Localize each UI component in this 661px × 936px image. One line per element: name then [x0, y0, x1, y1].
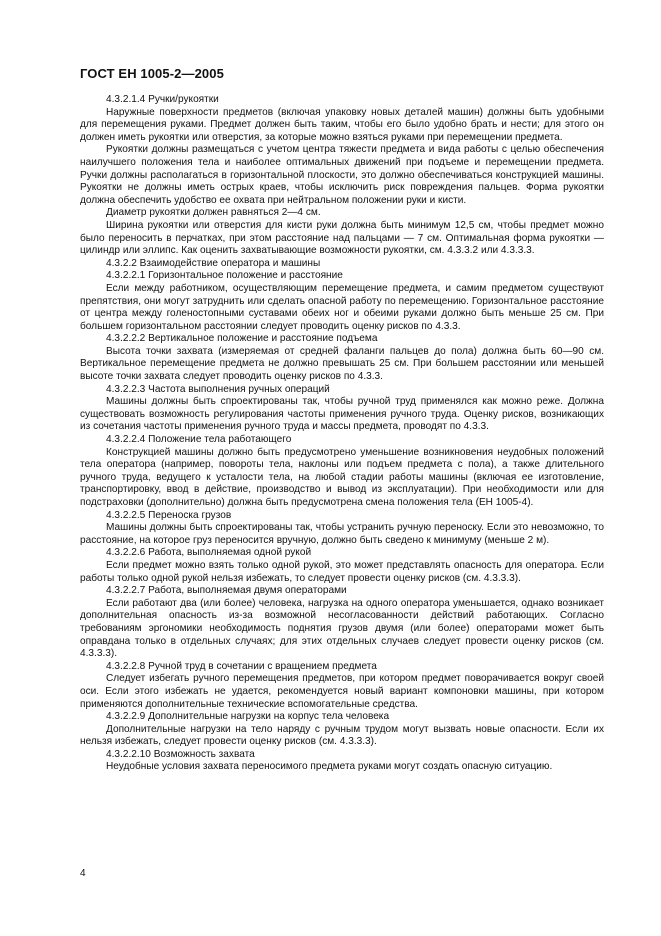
body-paragraph: Если работают два (или более) человека, нагрузка на одного оператора уменьшается, однако возникает дополнительная опасность из-за возможной несогласованности действий работающих. Согласно требованиям эргономики необходимость поднятия грузов двумя (или более) операторами может быть оправдана только в отдельных случаях; для этих отдельных случаев следует провести оценку рисков (см. 4.3.3.3). — [80, 597, 604, 660]
section-heading: 4.3.2.2.2 Вертикальное положение и расстояние подъема — [106, 333, 378, 345]
section-heading: 4.3.2.2.8 Ручной труд в сочетании с вращением предмета — [106, 660, 377, 672]
section-heading: 4.3.2.2 Взаимодействие оператора и машины — [106, 257, 321, 269]
body-paragraph: Диаметр рукоятки должен равняться 2—4 см. — [106, 207, 321, 219]
body-paragraph: Высота точки захвата (измеряемая от средней фаланги пальцев до пола) должна быть 60—90 см. Вертикальное перемещение предмета не должно превышать 25 см. При большем расстоянии или меньшей высоте точки захвата следует проводить оценку рисков по 4.3.3. — [80, 345, 604, 383]
body-paragraph: Если между работником, осуществляющим перемещение предмета, и самим предметом существуют препятствия, они могут затруднить или сделать опасной работу по перемещению. Горизонтальное расстояние от центра между голеностопными суставами обеих ног и обеими руками должно быть меньше 25 см. При большем горизонтальном расстоянии следует проводить оценку рисков по 4.3.3. — [80, 282, 604, 332]
section-heading: 4.3.2.2.6 Работа, выполняемая одной рукой — [106, 547, 312, 559]
body-paragraph: Дополнительные нагрузки на тело наряду с ручным трудом могут вызвать новые опасности. Если их нельзя избежать, следует провести оценку рисков (см. 4.3.3.3). — [80, 723, 604, 748]
section-heading: 4.3.2.2.9 Дополнительные нагрузки на корпус тела человека — [106, 711, 390, 723]
section-heading: 4.3.2.2.10 Возможность захвата — [106, 748, 255, 760]
body-paragraph: Машины должны быть спроектированы так, чтобы ручной труд применялся как можно реже. Должна существовать возможность регулирования частоты применения ручного труда. Оценку рисков, возникающих из сочетания частоты применения ручного труда и массы предмета, проводят по 4.3.3. — [80, 396, 604, 433]
body-paragraph: Следует избегать ручного перемещения предметов, при котором предмет поворачивается вокруг своей оси. Если этого избежать не удается, рекомендуется новый вариант компоновки машины, при котором применяются дополнительные технические вспомогательные средства. — [80, 673, 604, 710]
section-heading: 4.3.2.2.5 Переноска грузов — [106, 509, 232, 521]
body-paragraph: Наружные поверхности предметов (включая упаковку новых деталей машин) должны быть удобными для перемещения руками. Предмет должен быть таким, чтобы его было удобно брать и нести; для этого он должен иметь рукоятки или отверстия, за которые можно взяться руками при перемещении предмета. — [80, 106, 604, 143]
body-paragraph: Ширина рукоятки или отверстия для кисти руки должна быть минимум 12,5 см, чтобы предмет можно было переносить в перчатках, при этом расстояние над пальцами — 7 см. Оптимальная форма рукоятки — цилиндр или эллипс. Как оценить захватывающие возможности рукоятки, см. 4.3.3.2 или 4.3.3.3. — [80, 219, 604, 257]
section-heading: 4.3.2.2.4 Положение тела работающего — [106, 434, 292, 446]
section-heading: 4.3.2.2.7 Работа, выполняемая двумя операторами — [106, 585, 347, 597]
section-heading: 4.3.2.2.1 Горизонтальное положение и расстояние — [106, 270, 343, 282]
section-heading: 4.3.2.1.4 Ручки/рукоятки — [106, 94, 219, 105]
document-body — [80, 94, 604, 774]
page-number: 4 — [80, 868, 86, 879]
body-paragraph: Если предмет можно взять только одной рукой, это может представлять опасность для оператора. Если работы только одной рукой нельзя избежать, то следует провести оценку рисков (см. 4.3.3.3). — [80, 559, 604, 584]
body-paragraph: Машины должны быть спроектированы так, чтобы устранить ручную переноску. Если это невозможно, то расстояние, на которое груз переносится вручную, должно быть сведено к минимуму (меньше 2 м). — [80, 522, 604, 546]
document-header: ГОСТ ЕН 1005-2—2005 — [80, 66, 224, 81]
section-heading: 4.3.2.2.3 Частота выполнения ручных операций — [106, 383, 330, 395]
body-paragraph: Неудобные условия захвата переносимого предмета руками могут создать опасную ситуацию. — [106, 761, 553, 773]
body-paragraph: Рукоятки должны размещаться с учетом центра тяжести предмета и вида работы с целью обеспечения наилучшего положения тела и наиболее оптимальных движений при подъеме и перемещении предмета. Ручки должны располагаться в горизонтальной плоскости, это должно обеспечиваться конструкцией машины. Рукоятки не должны иметь острых краев, чтобы исключить риск повреждения пальцев. Форма рукоятки должна обеспечить удобство ее охвата при нейтральном положении руки и кисти. — [80, 144, 604, 206]
body-paragraph: Конструкцией машины должно быть предусмотрено уменьшение возникновения неудобных положений тела оператора (например, повороты тела, наклоны или подъем предмета с пола), а также длительного ручного труда, ведущего к усталости тела, на любой стадии работы машины (включая ее изготовление, транспортировку, ввод в действие, производство и вывод из эксплуатации). При необходимости или для подстраховки (дополнительно) должна быть предусмотрена смена положения тела (ЕН 1005-4). — [80, 446, 604, 508]
